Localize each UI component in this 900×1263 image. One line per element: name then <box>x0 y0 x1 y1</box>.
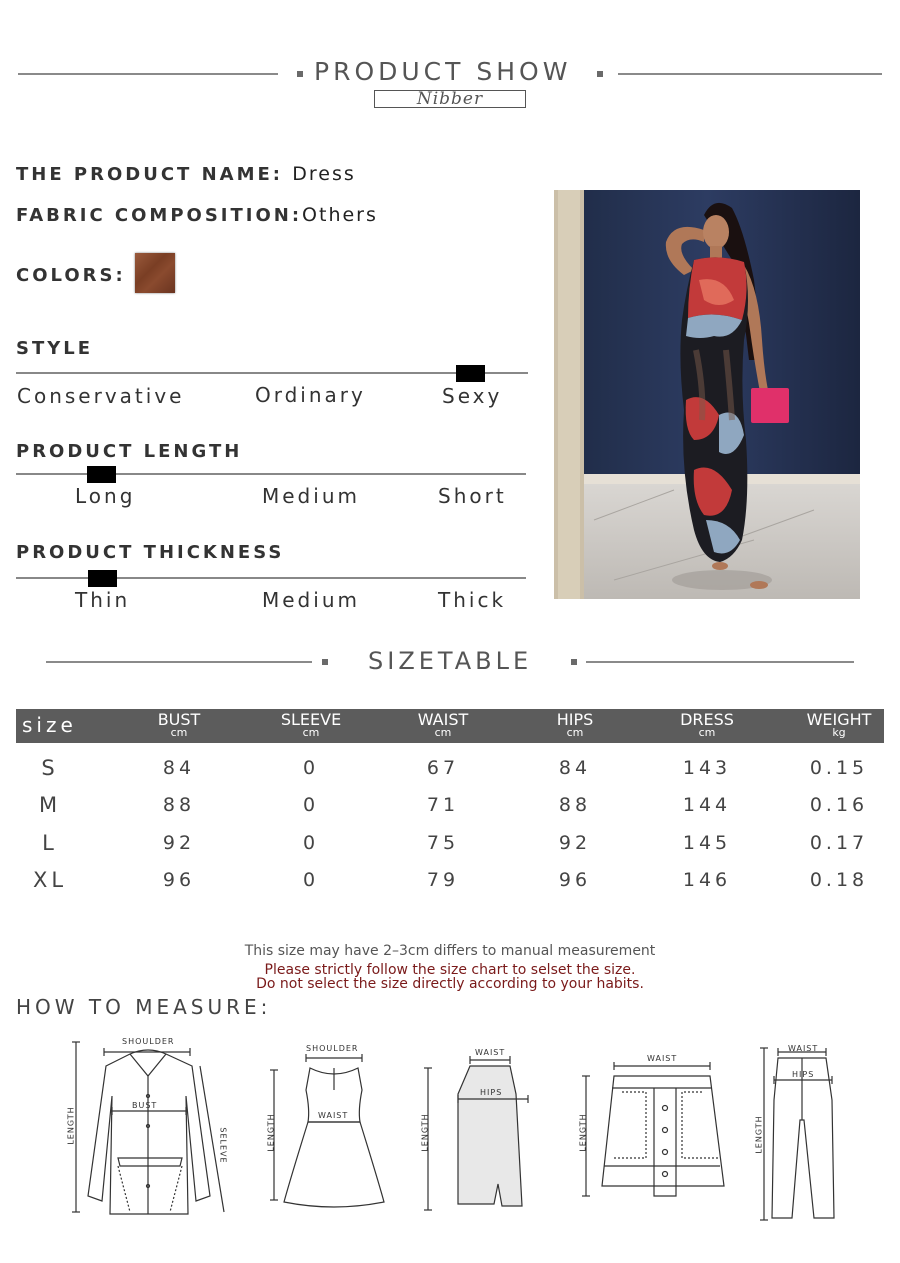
warning-note-2: Do not select the size directly according to your habits. <box>256 976 644 992</box>
dress-waist-label: WAIST <box>318 1111 349 1120</box>
fabric-value: Others <box>302 204 378 226</box>
length-marker <box>87 466 116 483</box>
sizetable-dot-right <box>571 659 577 665</box>
sizetable-rule-left <box>46 661 312 663</box>
table-cell: 71 <box>426 794 460 816</box>
length-title: PRODUCT LENGTH <box>16 441 243 462</box>
size-column-header: size <box>22 713 77 737</box>
col-weight-header <box>784 710 894 739</box>
skirt-length-label: LENGTH <box>420 1113 430 1152</box>
col-bust-unit: cm <box>170 726 188 739</box>
thickness-option-thick: Thick <box>438 588 507 612</box>
col-sleeve-unit: cm <box>302 726 320 739</box>
dress-length-label: LENGTH <box>266 1113 276 1152</box>
shorts-length-label: LENGTH <box>578 1113 588 1152</box>
col-bust-name: BUST <box>157 710 201 729</box>
sizetable-rule-right <box>586 661 854 663</box>
table-cell: 0.17 <box>809 832 869 854</box>
jacket-shoulder-label: SHOULDER <box>122 1037 175 1046</box>
size-label: XL <box>32 868 68 892</box>
col-hips-name: HIPS <box>556 710 594 729</box>
table-cell: 0 <box>302 832 320 854</box>
table-cell: 0 <box>302 869 320 891</box>
table-cell: 84 <box>558 757 592 779</box>
table-cell: 0.15 <box>809 757 869 779</box>
col-dress-name: DRESS <box>680 710 734 729</box>
table-cell: 92 <box>162 832 196 854</box>
header-dot-left <box>297 71 303 77</box>
fabric-row <box>16 204 378 226</box>
pants-length-label: LENGTH <box>754 1115 764 1154</box>
jacket-bust-label: BUST <box>132 1101 158 1110</box>
skirt-waist-label: WAIST <box>475 1048 506 1057</box>
table-cell: 146 <box>682 869 732 891</box>
length-option-medium: Medium <box>262 484 360 508</box>
product-name-value: Dress <box>292 163 356 185</box>
col-dress-unit: cm <box>698 726 716 739</box>
col-sleeve-name: SLEEVE <box>280 710 342 729</box>
col-dress-header <box>652 710 762 739</box>
style-marker <box>456 365 485 382</box>
col-weight-name: WEIGHT <box>806 710 872 729</box>
table-cell: 79 <box>426 869 460 891</box>
pants-waist-label: WAIST <box>788 1044 819 1053</box>
col-weight-unit: kg <box>832 726 846 739</box>
header-dot-right <box>597 71 603 77</box>
style-scale-line <box>16 372 528 374</box>
style-option-ordinary: Ordinary <box>255 383 366 407</box>
color-swatch-brown[interactable] <box>135 253 175 293</box>
col-hips-header <box>520 710 630 739</box>
jacket-icon <box>60 1036 240 1221</box>
product-name-row <box>16 163 356 185</box>
fabric-label: FABRIC COMPOSITION: <box>16 205 303 226</box>
dress-diagram <box>262 1040 392 1210</box>
product-name-label: THE PRODUCT NAME: <box>16 164 283 185</box>
shorts-icon <box>572 1048 732 1208</box>
table-cell: 88 <box>558 794 592 816</box>
col-bust-header <box>124 710 234 739</box>
dress-icon <box>262 1040 392 1210</box>
product-photo <box>554 190 860 599</box>
col-waist-name: WAIST <box>417 710 469 729</box>
skirt-diagram <box>418 1044 538 1214</box>
sizetable-dot-left <box>322 659 328 665</box>
header-rule-left <box>18 73 278 75</box>
size-label: S <box>41 756 59 780</box>
skirt-hips-label: HIPS <box>480 1088 503 1097</box>
pants-hips-label: HIPS <box>792 1070 815 1079</box>
style-option-conservative: Conservative <box>17 384 185 408</box>
table-cell: 92 <box>558 832 592 854</box>
col-hips-unit: cm <box>566 726 584 739</box>
thickness-marker <box>88 570 117 587</box>
model-illustration <box>554 190 860 599</box>
skirt-icon <box>418 1044 538 1214</box>
table-cell: 144 <box>682 794 732 816</box>
col-waist-header <box>388 710 498 739</box>
table-cell: 88 <box>162 794 196 816</box>
jacket-length-label: LENGTH <box>66 1106 76 1145</box>
length-option-long: Long <box>75 484 136 508</box>
warning-note-1: Please strictly follow the size chart to selset the size. <box>264 962 636 978</box>
jacket-sleeve-label: SELEVE <box>218 1127 228 1164</box>
header-rule-right <box>618 73 882 75</box>
table-cell: 96 <box>162 869 196 891</box>
size-label: M <box>38 793 62 817</box>
table-cell: 0 <box>302 757 320 779</box>
table-cell: 0.16 <box>809 794 869 816</box>
page-title: PRODUCT SHOW <box>314 57 572 86</box>
colors-label: COLORS: <box>16 265 126 286</box>
table-cell: 75 <box>426 832 460 854</box>
shorts-diagram <box>572 1048 732 1208</box>
size-label: L <box>42 831 58 855</box>
style-title: STYLE <box>16 338 94 359</box>
how-to-measure-title: HOW TO MEASURE: <box>16 995 272 1019</box>
thickness-title: PRODUCT THICKNESS <box>16 542 285 563</box>
col-sleeve-header <box>256 710 366 739</box>
thickness-option-medium: Medium <box>262 588 360 612</box>
table-cell: 67 <box>426 757 460 779</box>
style-option-sexy: Sexy <box>442 384 503 408</box>
shorts-waist-label: WAIST <box>647 1054 678 1063</box>
length-option-short: Short <box>438 484 507 508</box>
table-cell: 84 <box>162 757 196 779</box>
col-waist-unit: cm <box>434 726 452 739</box>
table-cell: 145 <box>682 832 732 854</box>
thickness-option-thin: Thin <box>75 588 131 612</box>
table-cell: 143 <box>682 757 732 779</box>
table-cell: 0.18 <box>809 869 869 891</box>
jacket-diagram <box>60 1036 240 1221</box>
measurement-note: This size may have 2–3cm differs to manual measurement <box>244 943 656 959</box>
table-cell: 0 <box>302 794 320 816</box>
brand-name: Nibber <box>374 90 526 108</box>
dress-shoulder-label: SHOULDER <box>306 1044 359 1053</box>
sizetable-title: SIZETABLE <box>368 647 533 675</box>
pants-diagram <box>748 1040 848 1225</box>
table-cell: 96 <box>558 869 592 891</box>
